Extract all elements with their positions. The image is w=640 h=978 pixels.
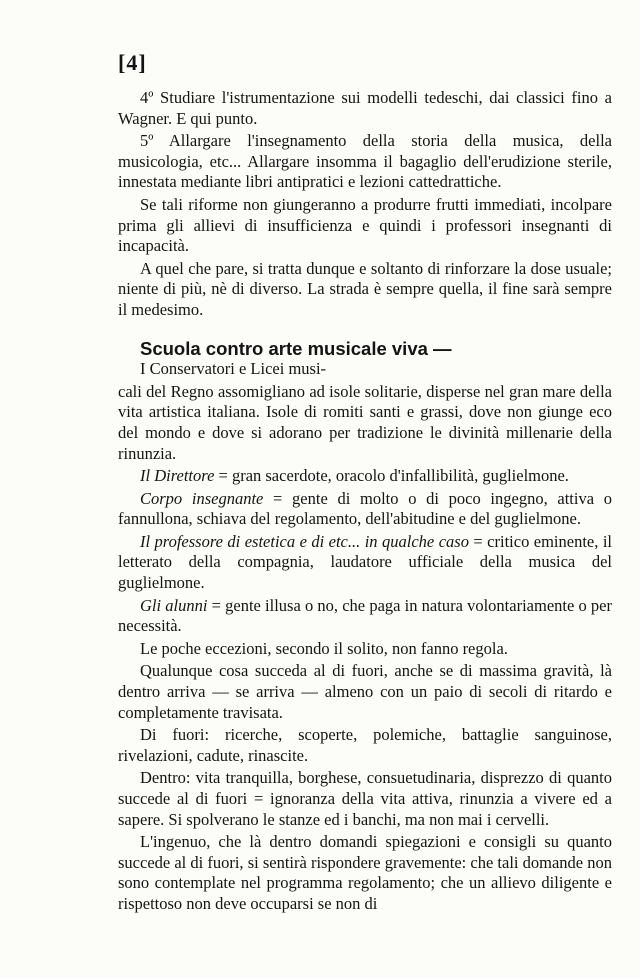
paragraph-whatever-happens: Qualunque cosa succeda al di fuori, anche se di massima gravità, là dentro arriva — se arriva — almeno con un paio di secoli di ritardo e completamente travisata. (118, 661, 612, 722)
paragraph-outside: Di fuori: ricerche, scoperte, polemiche, battaglie sanguinose, rivelazioni, cadute, rinascite. (118, 725, 612, 765)
paragraph-point-4: 4º Studiare l'istrumentazione sui modelli tedeschi, dai classici fino a Wagner. E qui punto. (118, 88, 612, 128)
definition-term: Il professore di estetica e di etc... in qualche caso (140, 531, 469, 551)
paragraph-naive-student: L'ingenuo, che là dentro domandi spiegazioni e consigli su quanto succede al di fuori, si sentirà rispondere gravemente: che tali domande non sono contemplate nel programma regolamento; che un allievo diligente e rispettoso non deve occuparsi se non di (118, 832, 612, 913)
paragraph-inside: Dentro: vita tranquilla, borghese, consuetudinaria, disprezzo di quanto succede al di fuori = ignoranza della vita attiva, rinunzia a vivere ed a sapere. Si spolverano le stanze ed i banchi, ma non mai i cervelli. (118, 768, 612, 829)
paragraph-exceptions: Le poche eccezioni, secondo il solito, non fanno regola. (140, 638, 508, 658)
paragraph-usual-dose: A quel che pare, si tratta dunque e soltanto di rinforzare la dose usuale; niente di più, nè di diverso. La strada è sempre quella, il fine sarà sempre il medesimo. (118, 258, 612, 319)
definition-term: Corpo insegnante (140, 488, 264, 508)
page-body (118, 88, 612, 917)
definition-students (118, 596, 612, 637)
definition-director (118, 466, 612, 487)
definition-text: = critico eminente, il letterato della compagnia, laudatore ufficiale della musica del guglielmone. (118, 531, 613, 593)
section-lead-line: I Conservatori e Licei musi- (140, 359, 327, 379)
definition-text: = gente illusa o no, che paga in natura volontariamente o per necessità. (118, 595, 612, 636)
definition-term: Il Direttore (140, 466, 215, 486)
definition-aesthetics-professor (118, 532, 612, 594)
definition-text: = gran sacerdote, oracolo d'infallibilità, guglielmone. (214, 466, 569, 486)
paragraph-point-5: 5º Allargare l'insegnamento della storia della musica, della musicologia, etc... Allargare insomma il bagaglio dell'erudizione sterile, innestata mediante libri antipratici e lezioni cattedrattiche. (118, 131, 612, 192)
section-lead-rest: cali del Regno assomigliano ad isole solitarie, disperse nel gran mare della vita artistica italiana. Isole di romiti santi e grassi, dove non giunge eco del mondo e dove si adorano per tradizione le divinità millenarie della rinunzia. (118, 381, 612, 463)
section-heading: Scuola contro arte musicale viva — (140, 337, 452, 359)
page-number: [4] (118, 50, 147, 75)
definition-text: = gente di molto o di poco ingegno, attiva o fannullona, schiava del regolamento, dell'abitudine e del guglielmone. (118, 488, 612, 529)
definition-teaching-staff (118, 489, 612, 530)
definition-term: Gli alunni (140, 595, 208, 615)
paragraph-reforms: Se tali riforme non giungeranno a produrre frutti immediati, incolpare prima gli allievi di insufficienza e quindi i professori insegnanti di incapacità. (118, 194, 612, 256)
